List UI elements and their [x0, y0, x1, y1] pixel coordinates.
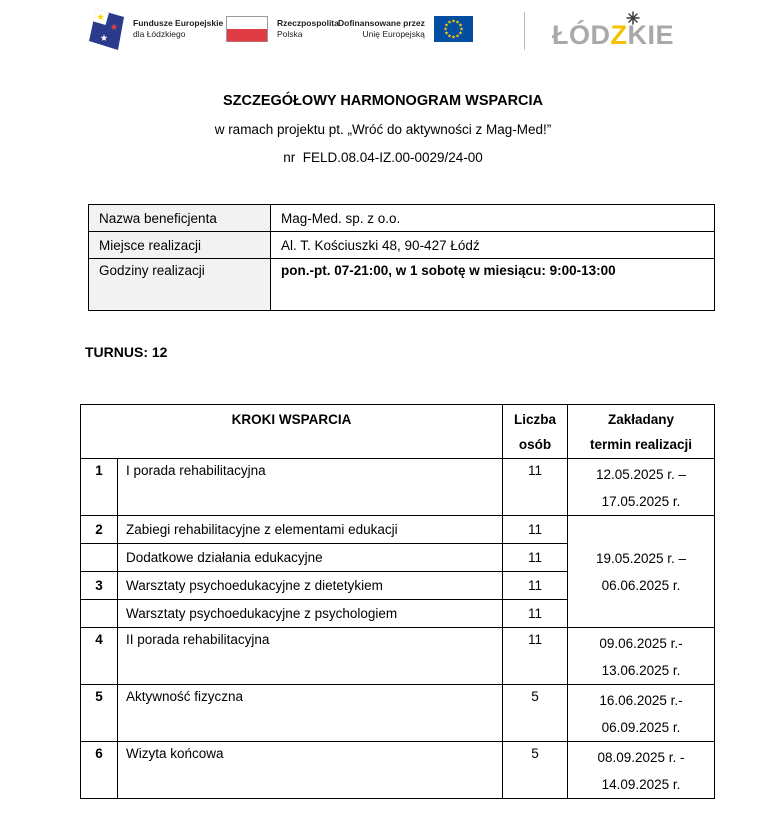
page-title: SZCZEGÓŁOWY HARMONOGRAM WSPARCIA [222, 93, 544, 109]
info-label-nazwa: Nazwa beneficjenta [89, 205, 271, 232]
step-date-line2: 06.06.2025 r. [601, 577, 681, 593]
step-number: 4 [81, 628, 118, 685]
table-row [81, 685, 715, 742]
table-row [89, 259, 715, 311]
step-date-line2: 14.09.2025 r. [601, 777, 681, 792]
step-count: 11 [503, 628, 568, 685]
step-count: 11 [503, 544, 568, 572]
info-value-nazwa: Mag-Med. sp. z o.o. [271, 205, 715, 232]
step-count: 11 [503, 572, 568, 600]
liczba-osob-header [503, 405, 568, 459]
step-count: 5 [503, 685, 568, 742]
ue-logo-line1: Dofinansowane przez [338, 18, 425, 28]
info-label-miejsce: Miejsce realizacji [89, 232, 271, 259]
step-number: 2 [81, 516, 118, 544]
step-dates-merged [568, 516, 715, 628]
turnus-label: TURNUS: 12 [85, 344, 168, 360]
table-row [89, 205, 715, 232]
step-date-line1: 08.09.2025 r. - [597, 750, 685, 765]
step-number [81, 544, 118, 572]
step-count: 5 [503, 742, 568, 799]
step-count: 11 [503, 600, 568, 628]
step-number: 3 [81, 572, 118, 600]
lodzkie-part3: KIE [627, 20, 675, 50]
step-dates [568, 742, 715, 799]
liczba-header-line1: Liczba [513, 412, 556, 427]
step-date-line2: 17.05.2025 r. [601, 494, 681, 509]
step-activity: Warsztaty psychoedukacyjne z psychologiem [118, 600, 503, 628]
poland-flag-icon [226, 16, 268, 42]
logo-lodzkie [552, 18, 682, 58]
table-row [89, 232, 715, 259]
info-table [88, 204, 715, 311]
step-activity: Dodatkowe działania edukacyjne [118, 544, 503, 572]
ue-logo-line2: Unię Europejską [362, 29, 425, 39]
step-activity: Zabiegi rehabilitacyjne z elementami edukacji [118, 516, 503, 544]
logo-rzeczpospolita-polska [226, 16, 339, 42]
step-activity: Warsztaty psychoedukacyjne z dietetykiem [118, 572, 503, 600]
polska-logo-line1: Rzeczpospolita [277, 18, 339, 28]
schedule-header-row [81, 405, 715, 459]
termin-header-line1: Zakładany [607, 412, 675, 427]
step-count: 11 [503, 459, 568, 516]
kroki-wsparcia-header: KROKI WSPARCIA [81, 405, 503, 459]
fundusze-logo-line2: dla Łódzkiego [133, 29, 186, 39]
polska-logo-line2: Polska [277, 29, 303, 39]
schedule-table [80, 404, 715, 799]
step-date-line1: 12.05.2025 r. – [595, 467, 687, 482]
fundusze-europejskie-icon [88, 8, 124, 50]
table-row [81, 628, 715, 685]
lodzkie-wordmark [552, 18, 682, 52]
termin-header-line2: termin realizacji [589, 437, 693, 452]
table-row [81, 516, 715, 544]
info-value-miejsce: Al. T. Kościuszki 48, 90-427 Łódź [271, 232, 715, 259]
step-number: 5 [81, 685, 118, 742]
fundusze-logo-line1: Fundusze Europejskie [133, 18, 224, 28]
lodzkie-part1: ŁÓD [552, 20, 611, 50]
liczba-header-line2: osób [518, 437, 552, 452]
step-date-line1: 19.05.2025 r. – [595, 550, 687, 566]
step-activity: Wizyta końcowa [118, 742, 503, 799]
step-date-line1: 16.06.2025 r.- [599, 693, 683, 708]
table-row [81, 742, 715, 799]
step-activity: I porada rehabilitacyjna [118, 459, 503, 516]
step-number [81, 600, 118, 628]
fundusze-logo-text [133, 18, 223, 40]
eu-flag-icon [434, 16, 473, 42]
info-label-godziny: Godziny realizacji [89, 259, 271, 311]
table-row [81, 459, 715, 516]
step-number: 6 [81, 742, 118, 799]
step-activity: II porada rehabilitacyjna [118, 628, 503, 685]
info-value-godziny: pon.-pt. 07-21:00, w 1 sobotę w miesiącu: 9:00-13:00 [271, 259, 715, 311]
ue-logo-text [338, 18, 425, 40]
logo-unia-europejska [338, 16, 473, 42]
step-dates [568, 459, 715, 516]
step-date-line2: 06.09.2025 r. [601, 720, 681, 735]
lodzkie-compass-icon [626, 11, 640, 25]
step-dates [568, 685, 715, 742]
step-count: 11 [503, 516, 568, 544]
logo-fundusze-europejskie [88, 8, 223, 50]
project-number: nr FELD.08.04-IZ.00-0029/24-00 [283, 150, 483, 165]
termin-header [568, 405, 715, 459]
step-dates [568, 628, 715, 685]
header-divider [524, 12, 525, 50]
polska-logo-text [277, 18, 339, 40]
lodzkie-part2: Z [610, 20, 628, 50]
step-date-line2: 13.06.2025 r. [601, 663, 681, 678]
step-number: 1 [81, 459, 118, 516]
step-activity: Aktywność fizyczna [118, 685, 503, 742]
step-date-line1: 09.06.2025 r.- [599, 636, 683, 651]
project-subtitle: w ramach projektu pt. „Wróć do aktywności z Mag-Med!” [214, 122, 552, 137]
